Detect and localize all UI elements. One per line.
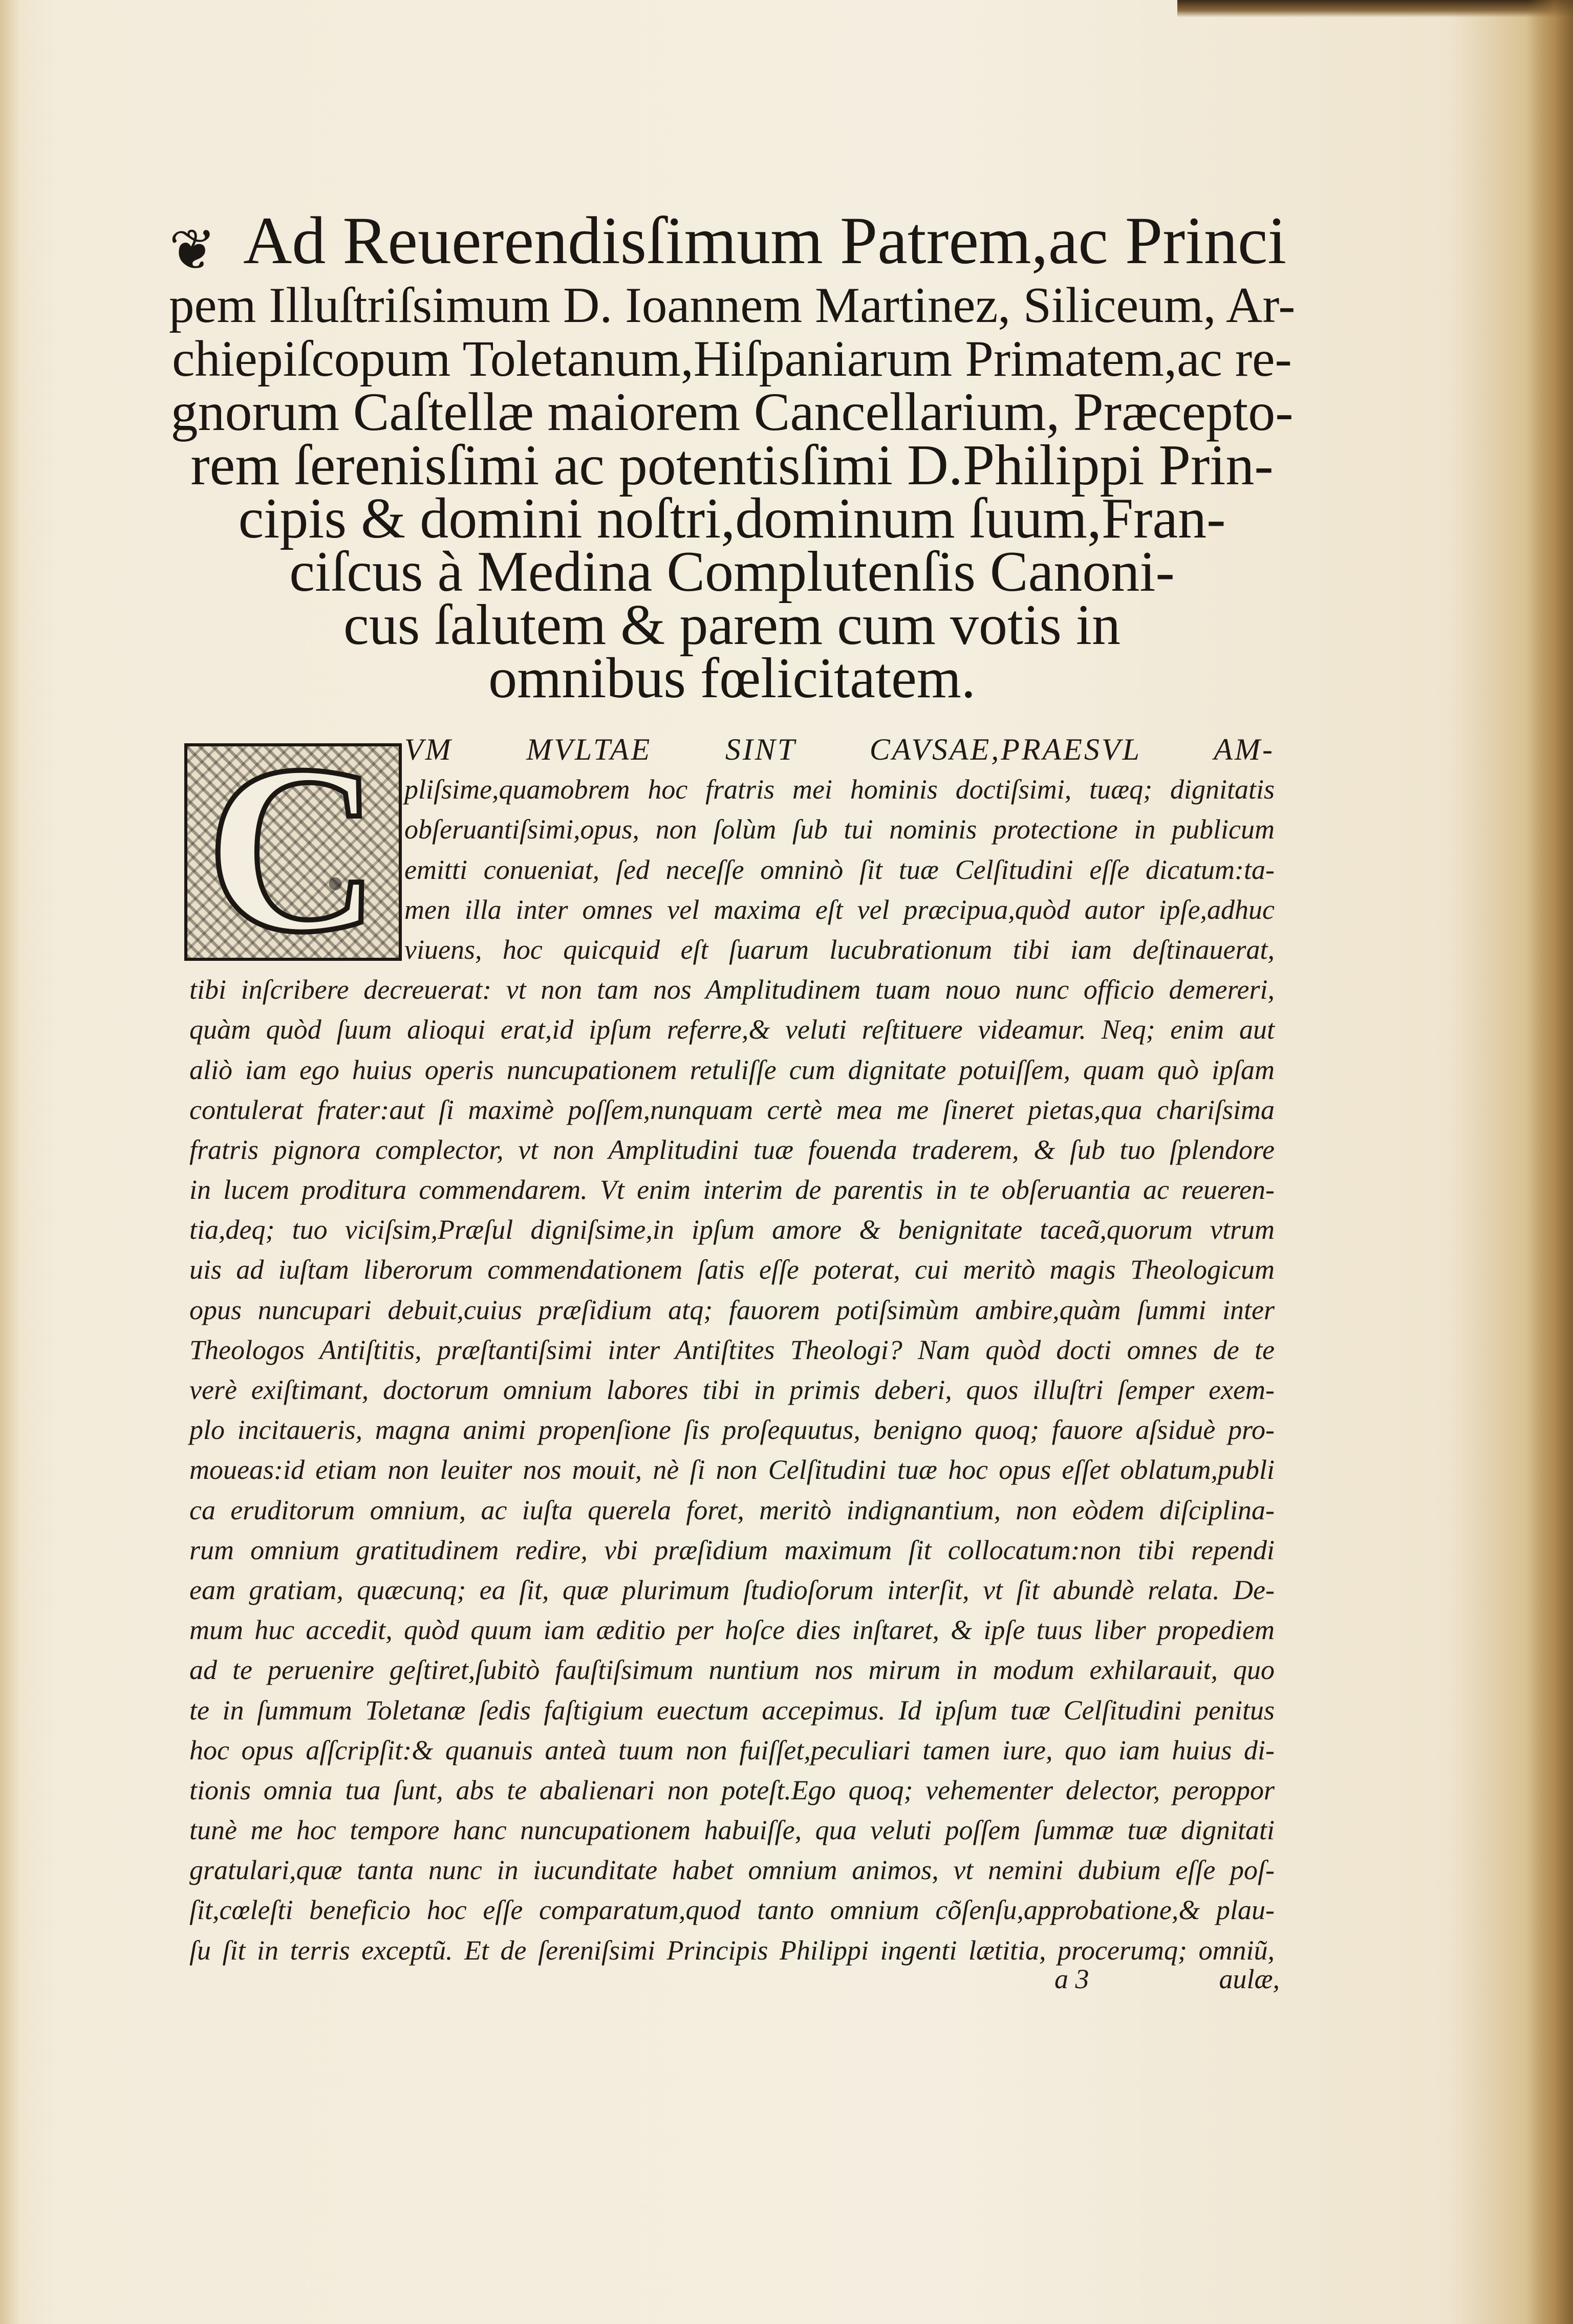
dedication-body: [189, 715, 1275, 1970]
body-line: moueas:id etiam non leuiter nos mouit, nè ſi non Celſitudini tuæ hoc opus eſſet oblatum,publi: [189, 1454, 1275, 1486]
body-line: gratulari,quæ tanta nunc in iucunditate habet omnium animos, vt nemini dubium eſſe poſ-: [189, 1855, 1275, 1886]
body-line: obſeruantiſsimi,opus, non ſolùm ſub tui nominis protectione in publicum: [404, 814, 1275, 845]
body-line: opus nuncupari debuit,cuius præſidium atq; fauorem potiſsimùm ambire,quàm ſummi inter: [189, 1294, 1275, 1325]
dedication-heading: [169, 202, 1296, 710]
catchword: aulæ,: [1219, 1964, 1280, 1994]
heading-line-4: gnorum Caſtellæ maiorem Cancellarium, Præcepto-: [170, 382, 1294, 442]
body-line: pliſsime,quamobrem hoc fratris mei hominis doctiſsimi, tuæq; dignitatis: [404, 774, 1275, 805]
body-line: fratris pignora complector, vt non Amplitudini tuæ fouenda traderem, & ſub tuo ſplendore: [189, 1134, 1275, 1165]
page-gutter-shadow: [1527, 0, 1573, 2324]
heading-line-8: cus ſalutem & parem cum votis in: [343, 593, 1121, 657]
body-line: rum omnium gratitudinem redire, vbi præſidium maximum ſit collocatum:non tibi rependi: [189, 1534, 1275, 1565]
fleuron-icon: ❦: [169, 219, 217, 282]
body-line: tunè me hoc tempore hanc nuncupationem habuiſſe, qua veluti poſſem ſummæ tuæ dignitati: [189, 1815, 1275, 1846]
heading-line-3: chiepiſcopum Toletanum,Hiſpaniarum Primatem,ac re-: [172, 330, 1292, 387]
page-top-shadow: [1177, 0, 1573, 17]
body-line: emitti conueniat, ſed neceſſe omninò ſit tuæ Celſitudini eſſe dicatum:ta-: [404, 854, 1275, 885]
body-line: ad te peruenire geſtiret,ſubitò fauſtiſsimum nuntium nos mirum in modum exhilarauit, quo: [189, 1654, 1275, 1686]
body-line: aliò iam ego huius operis nuncupationem retuliſſe cum dignitate potuiſſem, quam quò ipſam: [189, 1054, 1275, 1085]
body-line: plo incitaueris, magna animi propenſione ſis proſequutus, benigno quoq; fauore aſsiduè pro-: [189, 1414, 1275, 1446]
body-line: mum huc accedit, quòd quum iam æditio per hoſce dies inſtaret, & ipſe tuus liber propediem: [189, 1615, 1275, 1646]
heading-line-6: cipis & domini noſtri,dominum ſuum,Fran-: [238, 487, 1226, 550]
body-line: Theologos Antiſtitis, præſtantiſsimi inter Antiſtites Theologi? Nam quòd docti omnes de te: [189, 1334, 1275, 1365]
body-line: contulerat frater:aut ſi maximè poſſem,nunquam certè mea me ſineret pietas,qua chariſsima: [189, 1094, 1275, 1125]
signature-mark: a 3: [1054, 1964, 1089, 1994]
heading-line-5: rem ſerenisſimi ac potentisſimi D.Philippi Prin-: [190, 434, 1274, 497]
body-line: te in ſummum Toletanæ ſedis faſtigium euectum accepimus. Id ipſum tuæ Celſitudini penitus: [189, 1694, 1275, 1726]
body-line: ca eruditorum omnium, ac iuſta querela foret, meritò indignantium, non eòdem diſciplina-: [189, 1494, 1275, 1525]
body-line: verè exiſtimant, doctorum omnium labores tibi in primis deberi, quos illuſtri ſemper exem-: [189, 1374, 1275, 1405]
body-line: ſit,cœleſti beneficio hoc eſſe comparatum,quod tanto omnium cõſenſu,approbatione,& plau-: [189, 1895, 1275, 1926]
body-line: men illa inter omnes vel maxima eſt vel præcipua,quòd autor ipſe,adhuc: [404, 894, 1275, 925]
page-footer: [1054, 1963, 1280, 1999]
body-line: hoc opus aſſcripſit:& quanuis anteà tuum non fuiſſet,peculiari tamen iure, quo iam huius di-: [189, 1734, 1275, 1766]
body-line: tionis omnia tua ſunt, abs te abalienari non poteſt.Ego quoq; vehementer delector, peroppor: [189, 1774, 1275, 1805]
body-line: VM MVLTAE SINT CAVSAE,PRAESVL AM-: [404, 733, 1275, 766]
heading-line-9: omnibus fœlicitatem.: [488, 647, 976, 710]
body-line: quàm quòd ſuum alioqui erat,id ipſum referre,& veluti reſtituere videamur. Neq; enim aut: [189, 1014, 1275, 1045]
body-line: ſu ſit in terris exceptũ. Et de ſereniſsimi Principis Philippi ingenti lætitia, procerumq; omniũ,: [189, 1934, 1275, 1966]
body-line: tibi inſcribere decreuerat: vt non tam nos Amplitudinem tuam nouo nunc officio demereri,: [189, 974, 1275, 1005]
initial-letter: C: [206, 715, 380, 982]
body-line: eam gratiam, quæcunq; ea ſit, quæ plurimum ſtudioſorum interſit, vt ſit abundè relata. De-: [189, 1574, 1275, 1605]
heading-line-7: ciſcus à Medina Complutenſis Canoni-: [289, 540, 1175, 604]
heading-line-2: pem Illuſtriſsimum D. Ioannem Martinez, Siliceum, Ar-: [169, 277, 1296, 333]
body-line: in lucem proditura commendarem. Vt enim interim de parentis in te obſeruantia ac reueren-: [189, 1174, 1275, 1206]
heading-line-1: ❦ Ad Reuerendisſimum Patrem,ac Princi: [169, 203, 1287, 282]
body-line: uis ad iuſtam liberorum commendationem ſatis eſſe poterat, cui meritò magis Theologicum: [189, 1254, 1275, 1285]
body-line: viuens, hoc quicquid eſt ſuarum lucubrationum tibi iam deſtinauerat,: [404, 934, 1275, 965]
body-line: tia,deq; tuo viciſsim,Præſul digniſsime,in ipſum amore & benignitate taceã,quorum vtrum: [189, 1214, 1275, 1245]
